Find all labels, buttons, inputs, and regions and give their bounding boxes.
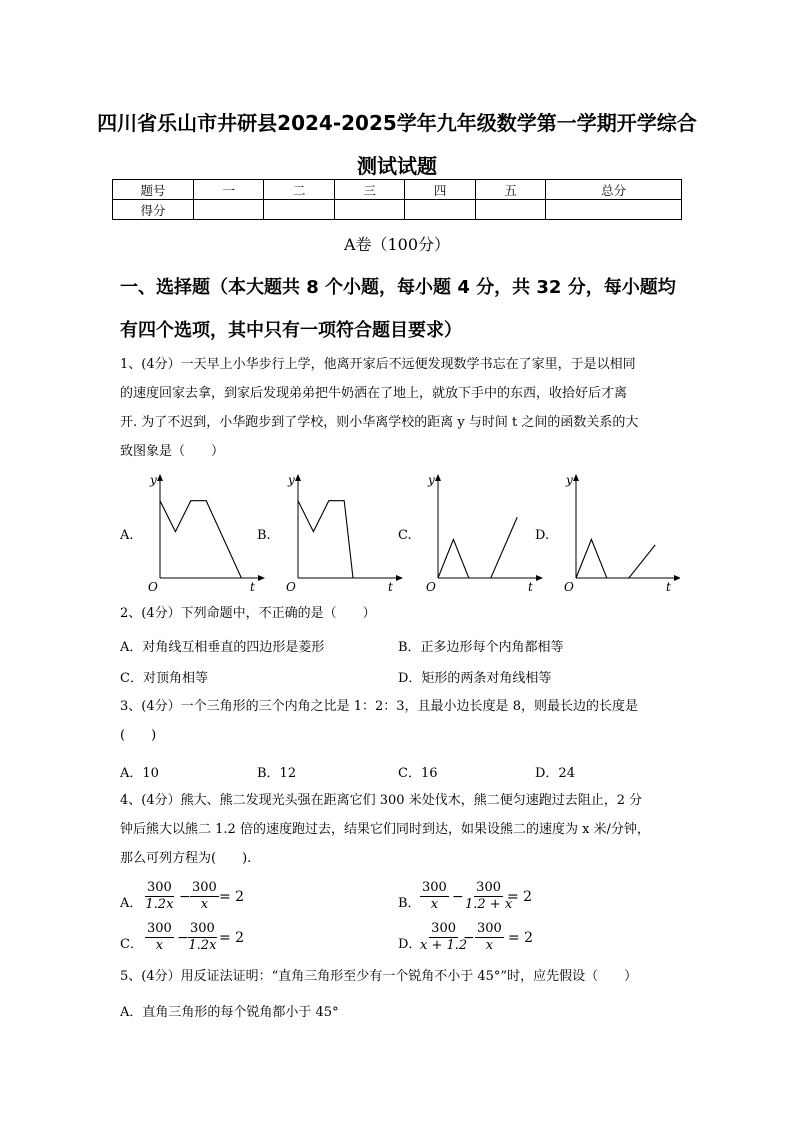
question-line: 3、(4分）一个三角形的三个内角之比是 1：2：3，且最小边长度是 8，则最长边的长度是 [120,699,638,714]
table-cell: 一 [194,180,264,200]
table-cell [334,200,404,220]
fraction: $\frac{300}{x}$ [422,880,447,912]
question-line: 致图象是（ ） [120,444,225,459]
option-d: D．矩形的两条对角线相等 [398,671,552,686]
document-title-line2: 测试试题 [357,154,437,178]
table-cell: 得分 [113,200,194,220]
table-row [113,180,682,200]
question-line: 钟后熊大以熊二 1.2 倍的速度跑过去，结果它们同时到达，如果设熊二的速度为 x 米/分钟， [120,822,650,837]
option-a: A．10 [120,766,159,781]
t-axis-label: t [388,580,393,592]
option-label: C． [120,937,143,952]
t-axis-label: t [250,580,255,592]
option-label: D. [535,528,550,543]
t-axis-arrow [674,575,680,581]
option-label: D． [398,937,422,952]
table-cell [546,200,682,220]
question-line: 的速度回家去拿，到家后发现弟弟把牛奶洒在了地上，就放下手中的东西，收拾好后才离 [120,386,628,401]
minus-sign: − [452,889,464,905]
origin-label: O [564,580,574,592]
y-axis-label: y [150,473,157,487]
option-c: C．16 [398,766,438,781]
table-cell: 三 [334,180,404,200]
graph-line [576,539,655,578]
section-heading-line2: 有四个选项，其中只有一项符合题目要求） [120,320,462,341]
equals-two: = 2 [219,889,245,905]
question-5-stem: 5、(4分）用反证法证明：“直角三角形至少有一个锐角不小于 45°”时，应先假设（ ） [120,969,638,984]
document-title-line1: 四川省乐山市井研县2024-2025学年九年级数学第一学期开学综合 [97,111,697,135]
fraction: $\frac{300}{x}$ [147,921,172,953]
table-cell [405,200,475,220]
graph-A [148,473,265,592]
question-3 [120,692,680,750]
section-heading-line1: 一、选择题（本大题共 8 个小题，每小题 4 分，共 32 分，每小题均 [120,277,676,298]
question-1 [120,350,680,466]
minus-sign: − [177,930,189,946]
graph-C [426,473,543,592]
t-axis-label: t [666,580,671,592]
option-b: B．12 [257,766,297,781]
fraction: $\frac{300}{x + 1.2}$ [420,921,468,953]
equals-two: = 2 [219,930,245,946]
t-axis-arrow [536,575,543,581]
question-line: 开. 为了不迟到，小华跑步到了学校，则小华离学校的距离 y 与时间 t 之间的函数关系的大 [120,415,639,430]
option-label: A. [120,528,134,543]
table-cell: 四 [405,180,475,200]
origin-label: O [426,580,436,592]
t-axis-label: t [528,580,533,592]
y-axis-label: y [288,473,295,487]
y-axis-arrow [435,474,441,481]
fraction: $\frac{300}{x}$ [192,880,217,912]
option-c: C．对顶角相等 [120,671,208,686]
equals-two: = 2 [508,930,534,946]
option-label: B. [257,528,271,543]
graph-D [564,473,680,592]
question-4 [120,786,680,873]
score-table [112,179,682,220]
y-axis-arrow [157,474,163,481]
question-line: 那么可列方程为( ). [120,851,252,866]
minus-sign: − [179,889,191,905]
fraction: $\frac{300}{x}$ [477,921,502,953]
y-axis-arrow [573,474,579,481]
fraction: $\frac{300}{1.2x}$ [145,880,174,912]
option-label: C. [398,528,412,543]
table-cell: 二 [264,180,334,200]
fraction: $\frac{300}{1.2 + x}$ [465,880,513,912]
option-label: A． [120,896,143,911]
origin-label: O [286,580,296,592]
question-line: 1、(4分）一天早上小华步行上学，他离开家后不远便发现数学书忘在了家里，于是以相同 [120,357,636,372]
y-axis-label: y [566,473,573,487]
table-cell [475,200,545,220]
option-a: A．对角线互相垂直的四边形是菱形 [120,640,325,655]
table-cell [194,200,264,220]
option-label: B． [398,896,421,911]
graph-B [286,473,403,592]
q1-graphs [140,472,680,592]
y-axis-label: y [428,473,435,487]
table-cell: 总分 [546,180,682,200]
y-axis-arrow [295,474,301,481]
option-a: A．直角三角形的每个锐角都小于 45° [120,1005,339,1020]
question-line: ( ) [120,728,157,743]
minus-sign: − [463,930,475,946]
fraction: $\frac{300}{1.2x}$ [188,921,217,953]
equals-two: = 2 [507,889,533,905]
graph-line [160,501,241,578]
option-d: D．24 [535,766,575,781]
option-b: B．正多边形每个内角都相等 [398,640,564,655]
table-cell [264,200,334,220]
table-cell: 五 [475,180,545,200]
paper-a-heading: A卷（100分） [343,235,451,254]
graph-line [298,501,353,578]
graph-line [438,517,517,578]
origin-label: O [148,580,158,592]
table-cell: 题号 [113,180,194,200]
t-axis-arrow [396,575,403,581]
question-line: 4、(4分）熊大、熊二发现光头强在距离它们 300 米处伐木，熊二便匀速跑过去阻止，2 分 [120,793,643,808]
table-row [113,200,682,220]
t-axis-arrow [258,575,265,581]
question-2-stem: 2、(4分）下列命题中，不正确的是（ ） [120,606,376,621]
